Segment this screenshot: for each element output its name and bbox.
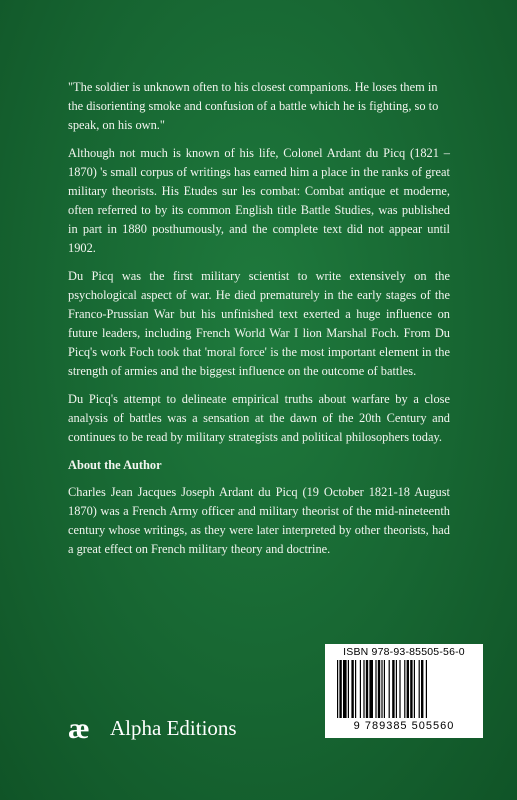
influence-paragraph: Du Picq was the first military scientist to write extensively on the psychological aspect of war. He died prematurely in the early stages of the Franco-Prussian War but his unfinished text exerted a huge influence on future leaders, including French World War I lion Marshal Foch. From Du Picq's work Foch took that 'moral force' is the most important element in the strength of armies and the biggest influence on the outcome of battles. xyxy=(68,269,450,378)
barcode-digits: 9 789385 505560 xyxy=(353,720,455,732)
barcode-bar xyxy=(421,660,423,718)
isbn-barcode xyxy=(325,644,483,738)
barcode-bar xyxy=(419,660,420,718)
barcode-bar xyxy=(355,660,356,718)
isbn-label: ISBN 978-93-85505-56-0 xyxy=(343,646,465,658)
barcode-bar xyxy=(351,660,353,718)
barcode-bar xyxy=(399,660,400,718)
ae-ligature-logo-icon xyxy=(68,713,102,743)
barcode-bar xyxy=(348,660,349,718)
barcode-bar xyxy=(360,660,361,718)
legacy-paragraph: Du Picq's attempt to delineate empirical truths about warfare by a close analysis of battles was a sensation at the dawn of the 20th Century and continues to be read by military strategists and political philosophers today. xyxy=(68,392,450,444)
barcode-bar xyxy=(389,660,390,718)
barcode-bar xyxy=(414,660,415,718)
barcode-bar xyxy=(392,660,394,718)
svg-text:æ: æ xyxy=(68,713,90,743)
about-author-heading: About the Author xyxy=(68,458,162,472)
barcode-bar xyxy=(396,660,397,718)
barcode-bar xyxy=(366,660,368,718)
barcode-bar xyxy=(426,660,427,718)
barcode-bars xyxy=(335,660,473,720)
barcode-bar xyxy=(381,660,382,718)
barcode-bar xyxy=(375,660,376,718)
publisher-name: Alpha Editions xyxy=(110,715,237,740)
publisher-mark xyxy=(68,710,237,746)
barcode-bar xyxy=(363,660,364,718)
barcode-bar xyxy=(339,660,341,718)
blurb xyxy=(68,78,450,568)
about-author-paragraph: Charles Jean Jacques Joseph Ardant du Picq (19 October 1821-18 August 1870) was a French Army officer and military theorist of the mid-nineteenth century whose writings, as they were later interpreted by other theorists, had a great effect on French military theory and doctrine. xyxy=(68,485,450,556)
barcode-bar xyxy=(337,660,338,718)
barcode-bar xyxy=(407,660,409,718)
barcode-bar xyxy=(404,660,405,718)
barcode-bar xyxy=(369,660,373,718)
barcode-bar xyxy=(378,660,380,718)
quote-paragraph: "The soldier is unknown often to his closest companions. He loses them in the disorienting smoke and confusion of a battle which he is fighting, so to speak, on his own." xyxy=(68,80,439,132)
intro-paragraph: Although not much is known of his life, Colonel Ardant du Picq (1821 – 1870) 's small corpus of writings has earned him a place in the ranks of great military theorists. His Etudes sur les combat: Combat antique et moderne, often referred to by its common English title Battle Studies, was published in part in 1880 posthumously, and the complete text did not appear until 1902. xyxy=(68,146,450,255)
barcode-bar xyxy=(343,660,347,718)
barcode-bar xyxy=(410,660,412,718)
barcode-bar xyxy=(384,660,385,718)
